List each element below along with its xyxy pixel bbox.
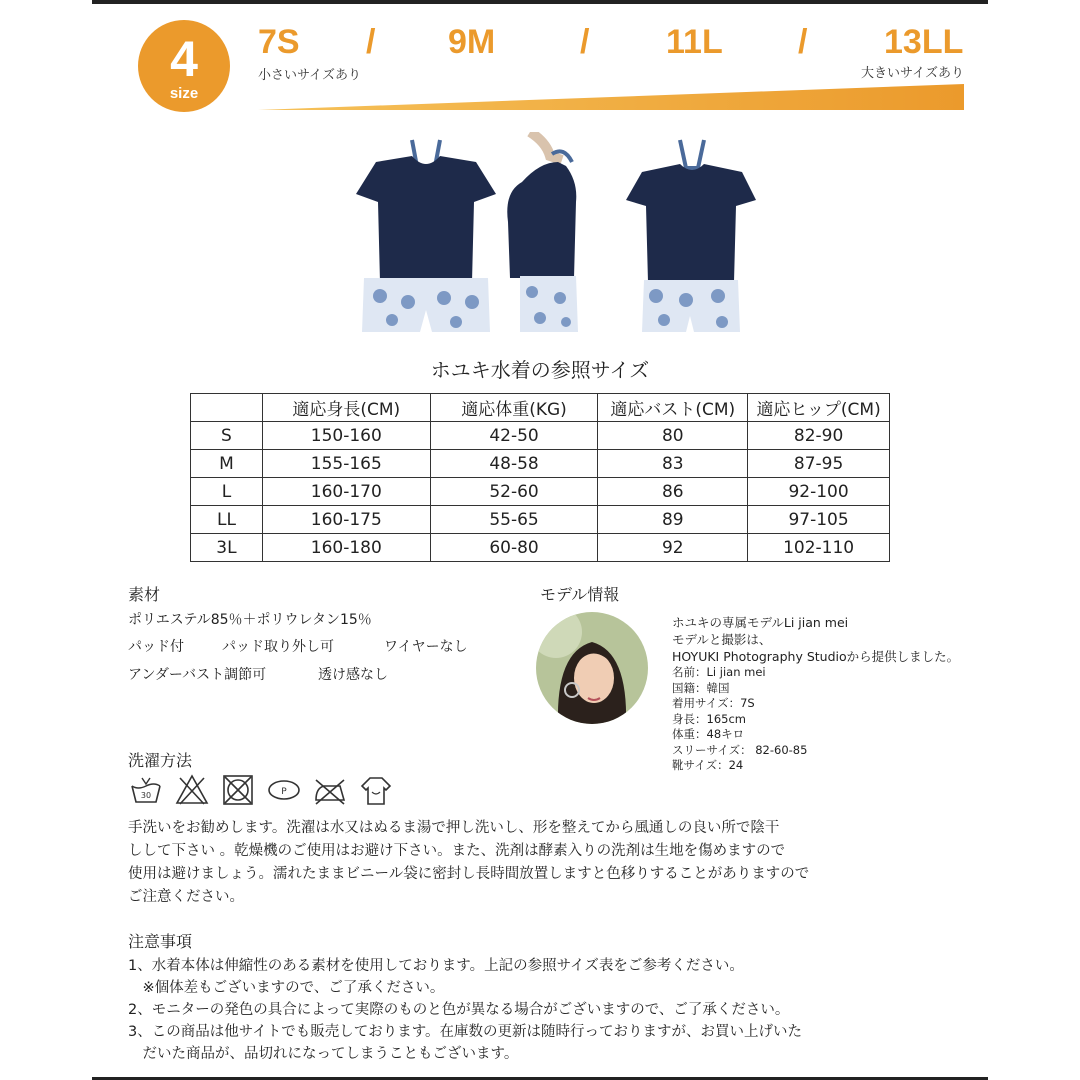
badge-label: size [169, 85, 199, 102]
table-header-cell: 適応体重(KG) [430, 394, 598, 422]
hand-wash-30-icon [128, 772, 164, 808]
table-cell: 48-58 [430, 450, 598, 478]
note-item: だいた商品が、品切れになってしまうこともございます。 [128, 1046, 519, 1062]
size-count-badge [138, 20, 230, 112]
accent-swoosh [258, 80, 968, 114]
model-info-heading: モデル情報 [540, 585, 620, 604]
size-11l: 11L [666, 23, 723, 61]
table-cell: 80 [598, 422, 748, 450]
feature-adjustable-underbust: アンダーバスト調節可 [128, 667, 267, 683]
table-cell: S [191, 422, 263, 450]
material-composition: ポリエステル85％＋ポリウレタン15％ [128, 612, 372, 628]
model-shoe-size: 靴サイズ：24 [672, 758, 744, 772]
table-cell: 92 [598, 534, 748, 562]
notes-list [128, 955, 802, 1065]
model-weight: 体重：48キロ [672, 727, 745, 741]
table-row [191, 422, 890, 450]
table-cell: M [191, 450, 263, 478]
no-bleach-icon [174, 772, 210, 808]
table-cell: 87-95 [748, 450, 890, 478]
table-cell: 160-180 [262, 534, 430, 562]
svg-text:30: 30 [140, 791, 152, 800]
model-name: 名前：Li jian mei [672, 665, 766, 679]
table-row [191, 478, 890, 506]
table-header-cell [191, 394, 263, 422]
table-cell: 89 [598, 506, 748, 534]
size-separator: / [798, 23, 808, 61]
hang-dry-icon [358, 772, 394, 808]
feature-removable-pad: パッド取り外し可 [222, 639, 334, 655]
table-cell: 160-175 [262, 506, 430, 534]
model-info-text [672, 614, 959, 774]
washing-line: しして下さい 。乾燥機のご使用はお避け下さい。また、洗剤は酵素入りの洗剤は生地を傷めますので [128, 843, 786, 859]
table-cell: 42-50 [430, 422, 598, 450]
table-cell: 160-170 [262, 478, 430, 506]
size-table-title: ホユキ水着の参照サイズ [430, 358, 650, 382]
large-size-note: 大きいサイズあり [861, 66, 964, 81]
table-header-cell: 適応ヒップ(CM) [748, 394, 890, 422]
feature-not-see-through: 透け感なし [318, 667, 388, 683]
care-icons [128, 772, 399, 808]
size-9m: 9M [448, 23, 496, 61]
table-header-cell: 適応身長(CM) [262, 394, 430, 422]
dry-clean-icon [266, 772, 302, 808]
product-back-photo [620, 132, 760, 336]
no-iron-icon [312, 772, 348, 808]
model-intro-line: モデルと撮影は、 [672, 632, 772, 647]
table-cell: 155-165 [262, 450, 430, 478]
size-separator: / [580, 23, 590, 61]
note-item: 2、モニターの発色の具合によって実際のものと色が異なる場合がございますので、ご了承ください。 [128, 1002, 790, 1018]
size-13ll: 13LL [884, 23, 964, 61]
table-cell: 52-60 [430, 478, 598, 506]
note-item: ※個体差もございますので、ご了承ください。 [128, 980, 445, 996]
model-nationality: 国籍：韓国 [672, 680, 730, 695]
table-cell: L [191, 478, 263, 506]
note-item: 1、水着本体は伸縮性のある素材を使用しております。上記の参照サイズ表をご参考ください。 [128, 958, 744, 974]
notes-heading: 注意事項 [128, 932, 193, 951]
badge-number: 4 [170, 31, 198, 87]
feature-padded: パッド付 [128, 639, 184, 655]
table-cell: 82-90 [748, 422, 890, 450]
size-7s: 7S [258, 23, 300, 61]
table-cell: 60-80 [430, 534, 598, 562]
table-cell: LL [191, 506, 263, 534]
washing-heading: 洗濯方法 [128, 751, 193, 770]
table-cell: 102-110 [748, 534, 890, 562]
model-measurements: スリーサイズ： 82-60-85 [672, 742, 808, 757]
table-cell: 3L [191, 534, 263, 562]
no-tumble-dry-icon [220, 772, 256, 808]
washing-line: 使用は避けましょう。濡れたままビニール袋に密封し長時間放置しますと色移りすることがありますので [128, 866, 810, 882]
table-row [191, 534, 890, 562]
table-row [191, 450, 890, 478]
table-cell: 97-105 [748, 506, 890, 534]
size-options [258, 22, 964, 62]
size-chart-table [190, 393, 890, 562]
washing-line: 手洗いをお勧めします。洗濯は水又はぬるま湯で押し洗いし、形を整えてから風通しの良い所で陰干 [128, 820, 780, 836]
table-cell: 83 [598, 450, 748, 478]
svg-text:P: P [281, 787, 287, 797]
top-divider [92, 0, 988, 4]
table-cell: 55-65 [430, 506, 598, 534]
table-header-row [191, 394, 890, 422]
washing-instructions [128, 817, 809, 909]
feature-no-wire: ワイヤーなし [384, 639, 468, 655]
note-item: 3、この商品は他サイトでも販売しております。在庫数の更新は随時行っておりますが、お買い上げいた [128, 1024, 803, 1040]
model-photo [536, 612, 648, 724]
table-header-cell: 適応バスト(CM) [598, 394, 748, 422]
material-heading: 素材 [128, 585, 161, 604]
table-row [191, 506, 890, 534]
size-separator: / [366, 23, 376, 61]
product-side-photo [500, 132, 640, 336]
small-size-note: 小さいサイズあり [258, 68, 361, 83]
model-intro-line: HOYUKI Photography Studioから提供しました。 [672, 649, 960, 664]
product-front-photo [356, 132, 496, 336]
model-intro-line: ホユキの専属モデルLi jian mei [672, 615, 849, 630]
model-height: 身長：165cm [672, 711, 746, 726]
model-wearing-size: 着用サイズ：7S [672, 696, 755, 710]
table-cell: 150-160 [262, 422, 430, 450]
washing-line: ご注意ください。 [128, 889, 244, 905]
table-cell: 86 [598, 478, 748, 506]
table-cell: 92-100 [748, 478, 890, 506]
